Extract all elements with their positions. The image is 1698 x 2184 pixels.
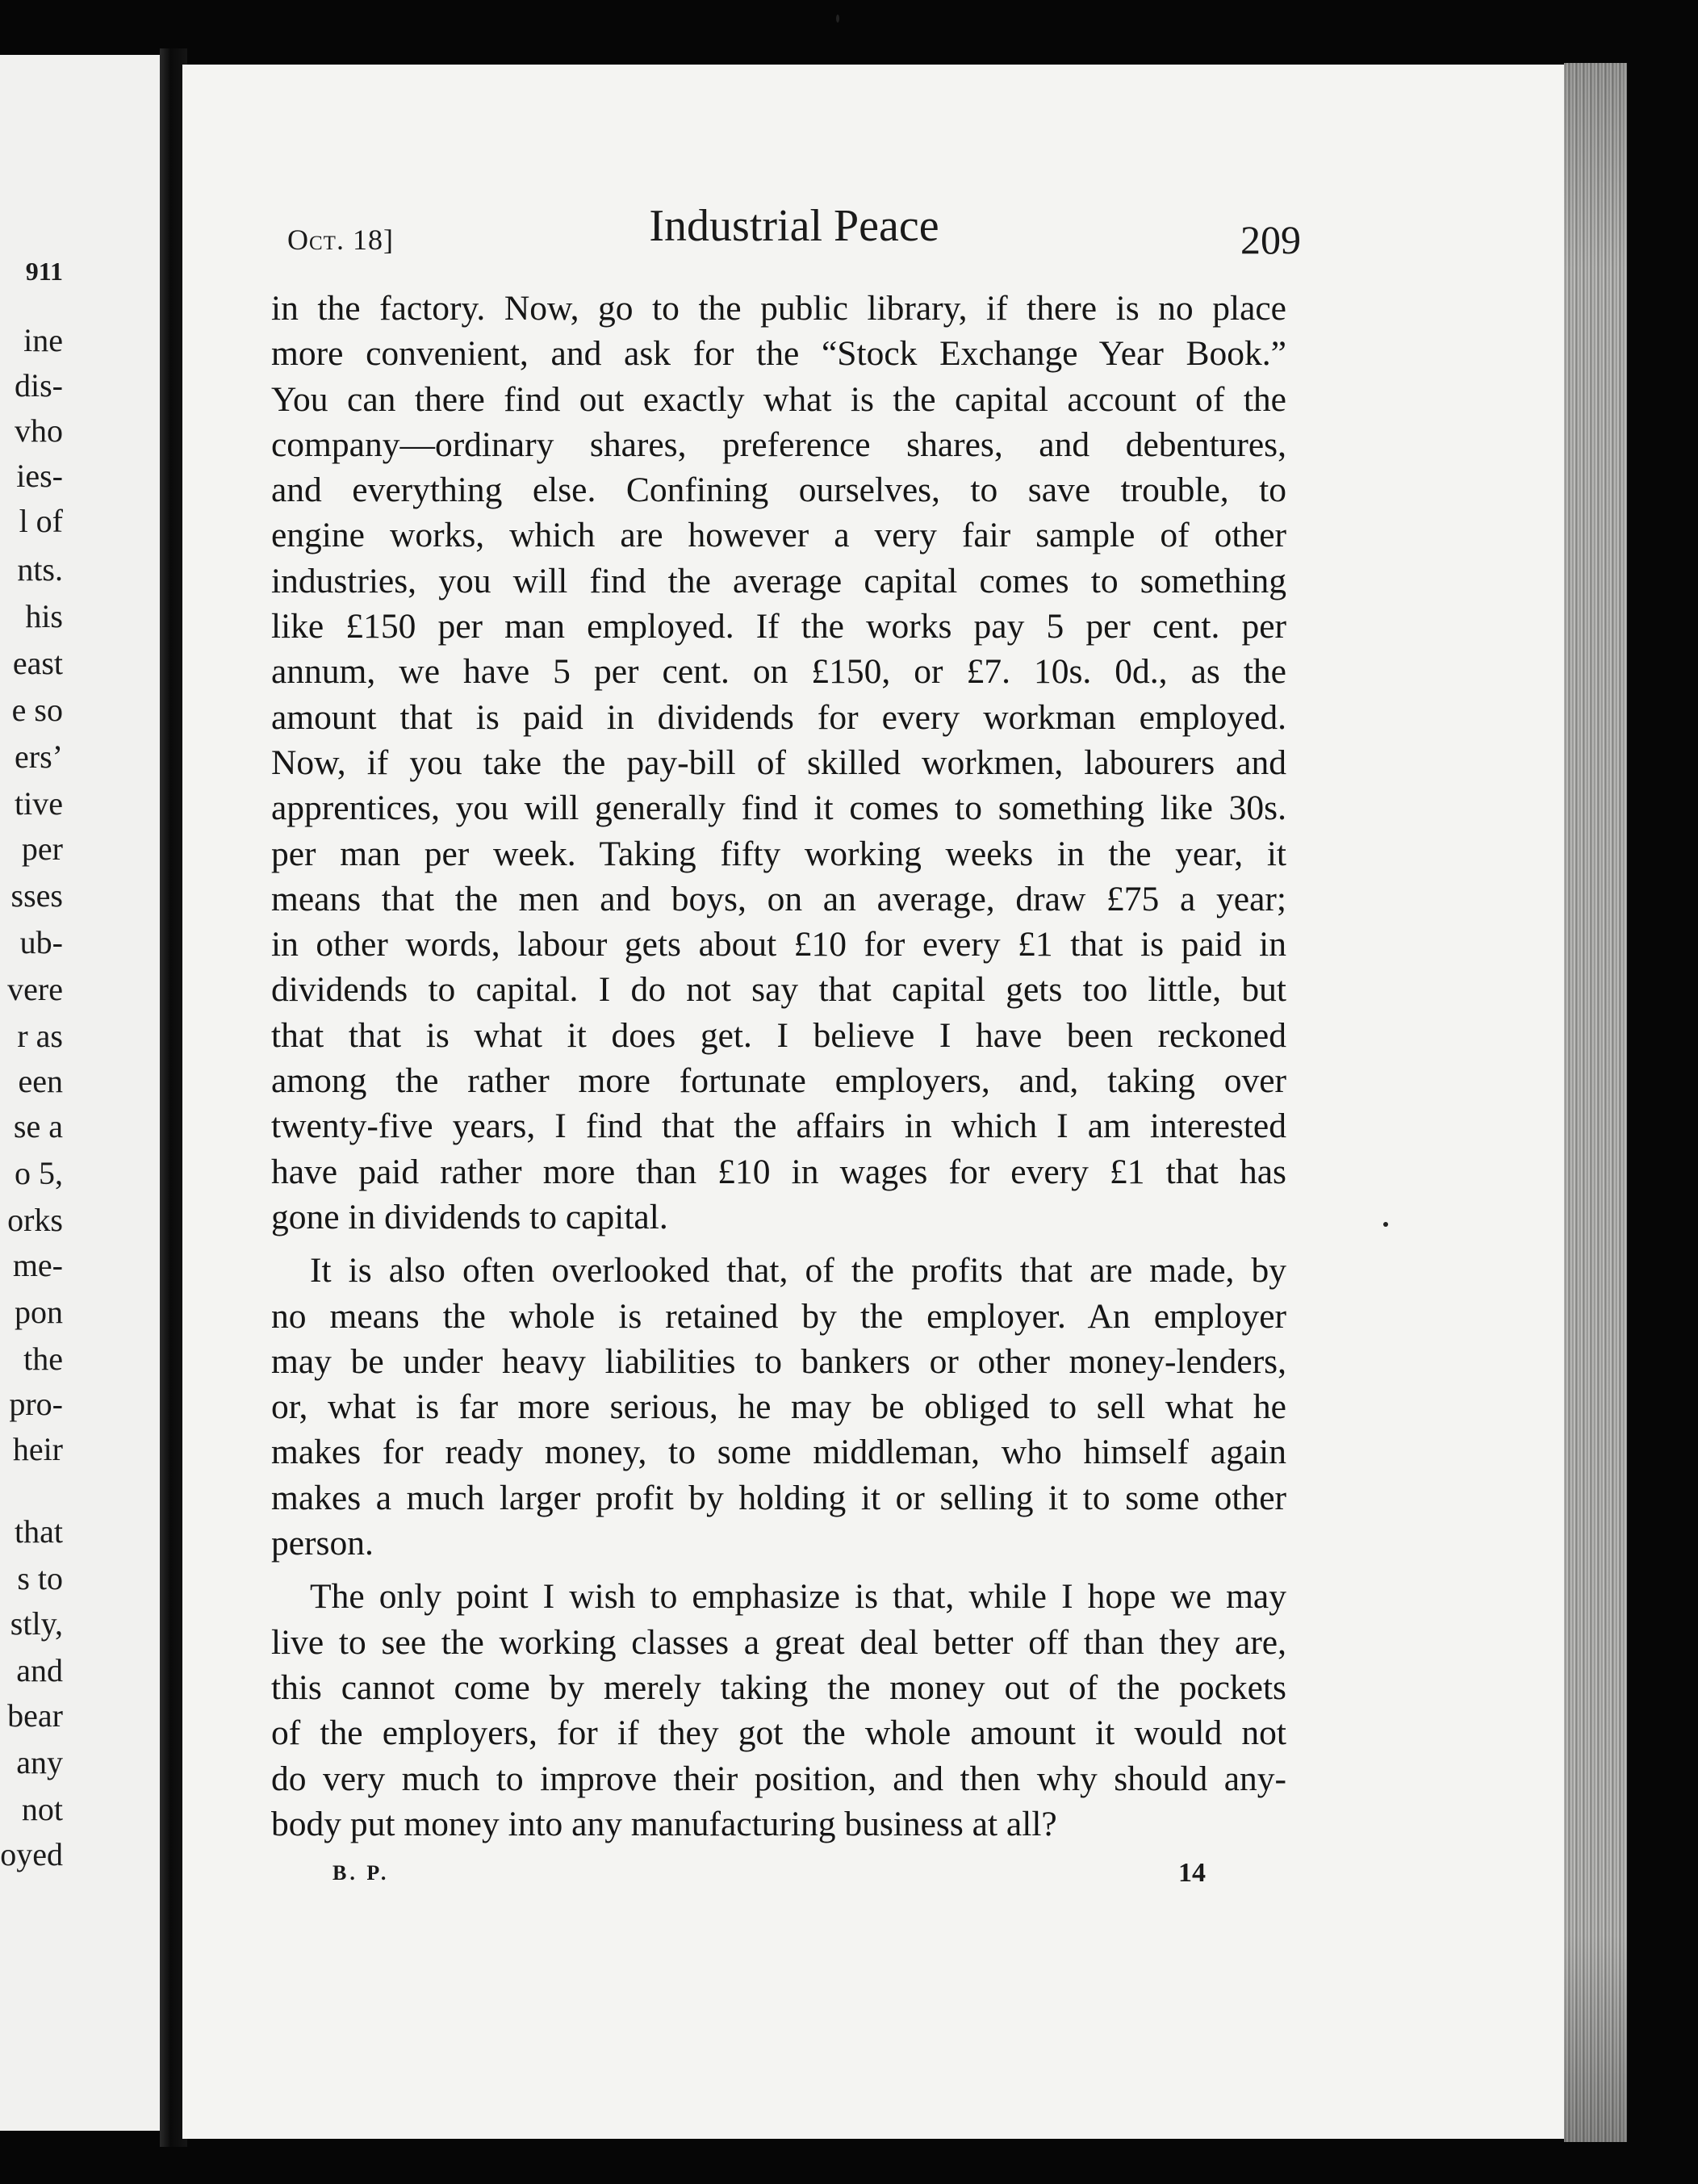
left-page-line: een (18, 1063, 63, 1099)
left-page-line: s to (17, 1560, 63, 1596)
left-page-line: r as (17, 1018, 63, 1054)
left-page-line: 911 (25, 257, 63, 286)
left-page-line: l of (19, 503, 63, 539)
signature-mark: B. P. (332, 1861, 390, 1885)
text-line: person. (271, 1524, 374, 1563)
left-page-line: sses (10, 877, 63, 914)
facing-page-left (0, 55, 161, 2131)
left-page-line: orks (7, 1202, 63, 1238)
text-line: Now, if you take the pay-bill of skilled workmen, labourers and (271, 743, 1286, 782)
left-page-line: his (25, 598, 63, 634)
text-line: It is also often overlooked that, of the profits that are made, by (310, 1251, 1286, 1291)
text-line: have paid rather more than £10 in wages for every £1 that has (271, 1152, 1286, 1191)
text-line: in the factory. Now, go to the public library, if there is no place (271, 289, 1286, 328)
sheet-number: 14 (1178, 1858, 1206, 1888)
left-page-line: vho (15, 412, 63, 449)
text-line: means that the men and boys, on an average, draw £75 a year; (271, 879, 1286, 918)
left-page-line: ub- (19, 924, 63, 960)
left-page-line: the (23, 1341, 63, 1377)
dust-speck (1383, 1222, 1388, 1227)
text-line: makes a much larger profit by holding it or selling it to some other (271, 1478, 1286, 1517)
text-line: dividends to capital. I do not say that capital gets too little, but (271, 970, 1286, 1010)
text-line: no means the whole is retained by the employer. An employer (271, 1296, 1286, 1336)
text-line: body put money into any manufacturing business at all? (271, 1804, 1057, 1843)
text-line: per man per week. Taking fifty working weeks in the year, it (271, 834, 1286, 873)
page-number: 209 (1240, 217, 1301, 262)
text-line: of the employers, for if they got the whole amount it would not (271, 1713, 1286, 1753)
text-line: in other words, labour gets about £10 for every £1 that is paid in (271, 925, 1286, 964)
left-page-line: pro- (9, 1386, 63, 1422)
paragraph (271, 1248, 1286, 1566)
text-line: do very much to improve their position, and then why should any- (271, 1759, 1286, 1798)
dust-speck (836, 15, 839, 23)
text-line: and everything else. Confining ourselves, to save trouble, to (271, 471, 1286, 510)
text-line: or, what is far more serious, he may be obliged to sell what he (271, 1387, 1286, 1427)
left-page-line: me- (12, 1247, 63, 1283)
left-page-line: bear (7, 1697, 63, 1734)
left-page-line: pon (15, 1294, 63, 1330)
left-page-line: oyed (0, 1836, 63, 1872)
text-line: amount that is paid in dividends for every workman employed. (271, 697, 1286, 737)
page-fore-edge (1564, 63, 1627, 2142)
text-line: industries, you will find the average capital comes to something (271, 561, 1286, 600)
left-page-line: that (15, 1513, 63, 1550)
text-line: that that is what it does get. I believe I have been reckoned (271, 1015, 1286, 1055)
text-line: company—ordinary shares, preference shares, and debentures, (271, 425, 1286, 464)
left-page-line: per (21, 831, 63, 867)
text-line: twenty-five years, I find that the affairs in which I am interested (271, 1107, 1286, 1146)
paragraph (271, 1574, 1286, 1847)
text-line: gone in dividends to capital. (271, 1197, 668, 1236)
running-head-date: Oct. 18] (287, 224, 394, 256)
text-line: The only point I wish to emphasize is that, while I hope we may (310, 1577, 1286, 1617)
text-line: like £150 per man employed. If the works pay 5 per cent. per (271, 607, 1286, 646)
left-page-line: se a (13, 1108, 63, 1144)
left-page-line: heir (12, 1431, 63, 1467)
left-page-line: not (21, 1791, 63, 1827)
running-head-title: Industrial Peace (649, 201, 939, 251)
left-page-line: o 5, (15, 1155, 63, 1191)
text-line: You can there find out exactly what is the capital account of the (271, 379, 1286, 419)
text-line: may be under heavy liabilities to bankers or other money-lenders, (271, 1341, 1286, 1381)
left-page-line: any (16, 1744, 63, 1780)
paragraph (271, 286, 1286, 1240)
left-page-line: ine (23, 322, 63, 358)
page-footer (332, 1856, 1220, 1905)
left-page-line: east (12, 645, 63, 681)
text-line: makes for ready money, to some middleman, who himself again (271, 1433, 1286, 1472)
left-page-line: nts. (17, 551, 63, 588)
left-page-line: ies- (16, 458, 63, 494)
left-page-line: ers’ (15, 738, 63, 775)
text-line: more convenient, and ask for the “Stock Exchange Year Book.” (271, 334, 1286, 374)
left-page-line: tive (15, 785, 63, 822)
left-page-text-edge (0, 55, 161, 2131)
text-line: among the rather more fortunate employers, and, taking over (271, 1061, 1286, 1101)
left-page-line: dis- (15, 367, 63, 404)
left-page-line: vere (7, 971, 63, 1007)
left-page-line: stly, (10, 1605, 63, 1642)
text-line: this cannot come by merely taking the money out of the pockets (271, 1667, 1286, 1707)
text-line: live to see the working classes a great deal better off than they are, (271, 1622, 1286, 1662)
left-page-line: e so (11, 692, 63, 728)
body-text (271, 286, 1286, 1847)
left-page-line: and (16, 1652, 63, 1688)
text-line: annum, we have 5 per cent. on £150, or £7. 10s. 0d., as the (271, 652, 1286, 692)
text-line: engine works, which are however a very fair sample of other (271, 516, 1286, 555)
text-line: apprentices, you will generally find it comes to something like 30s. (271, 789, 1286, 828)
running-head (287, 199, 1301, 271)
